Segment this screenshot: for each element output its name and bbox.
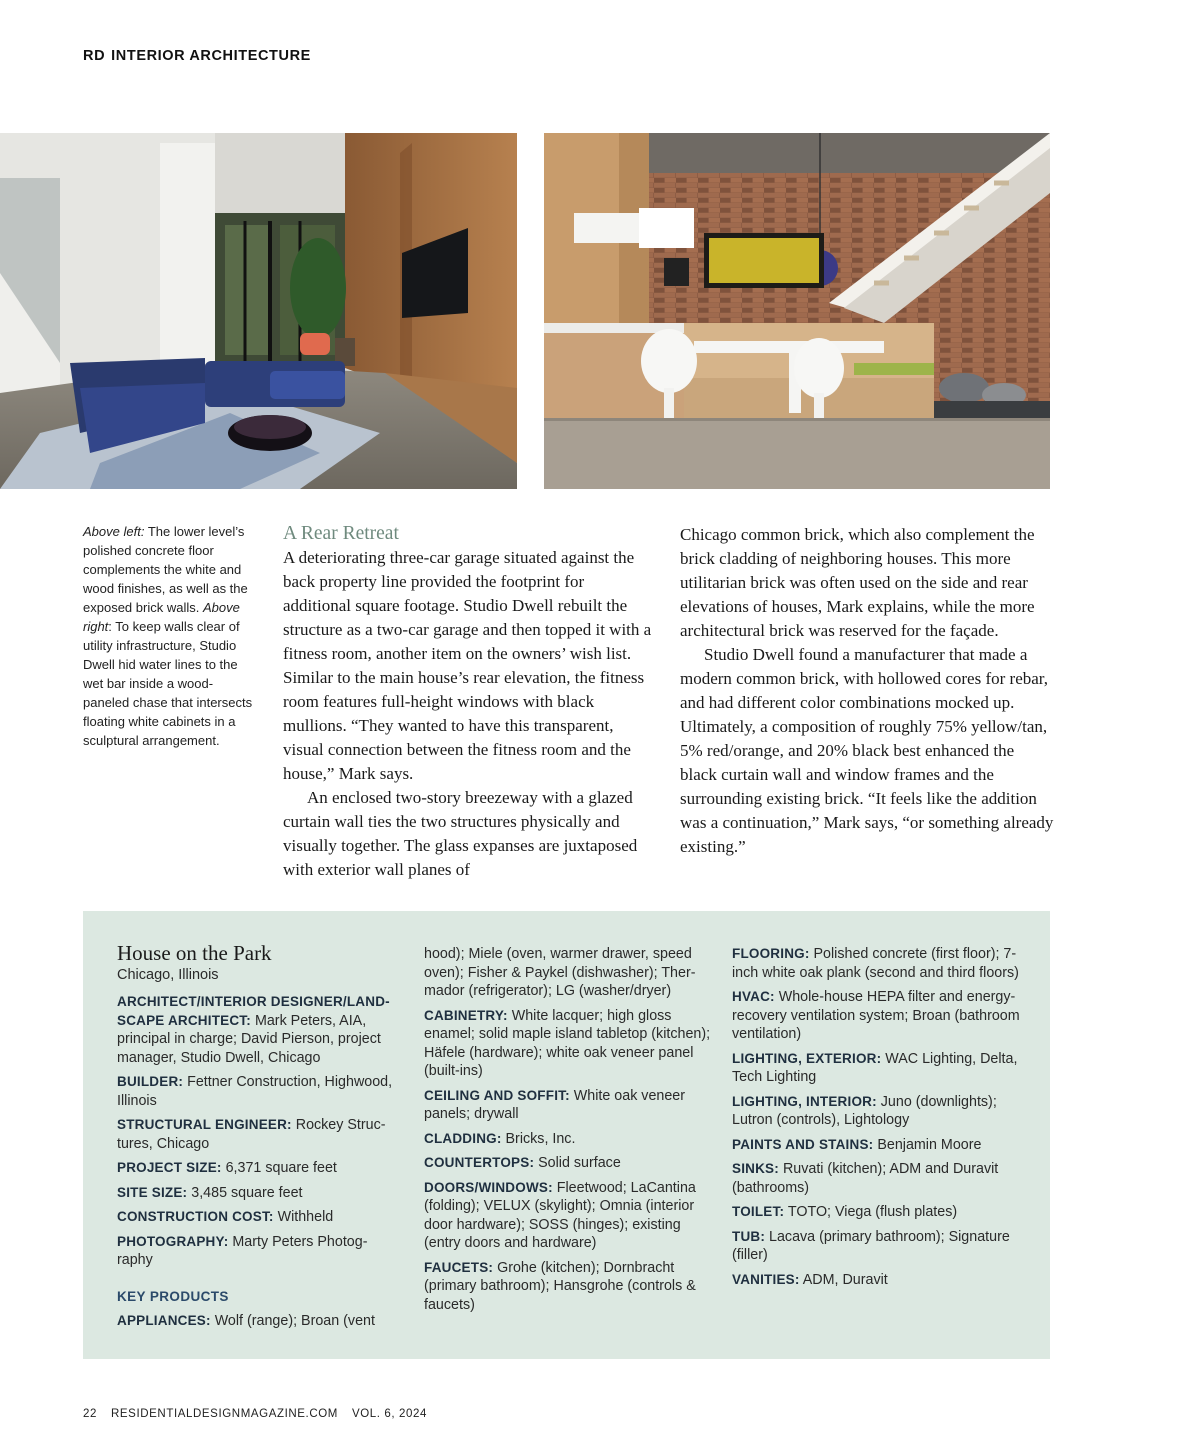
spec-label: PROJECT SIZE: [117, 1160, 222, 1175]
spec-label: BUILDER: [117, 1074, 184, 1089]
spec-item [732, 1203, 1022, 1222]
spec-label: HVAC: [732, 989, 775, 1004]
spec-value: Marty Peters Photography [117, 1233, 368, 1268]
spec-value: Benjamin Moore [873, 1136, 982, 1153]
spec-item [117, 993, 397, 1067]
spec-label: TOILET: [732, 1204, 785, 1219]
spec-label: SITE SIZE: [117, 1184, 188, 1200]
spec-item [117, 1184, 397, 1203]
spec-value: Rockey Structures, Chicago [117, 1117, 386, 1152]
spec-value: Wolf (range); Broan (vent [210, 1313, 375, 1329]
spec-label: ARCHITECT/INTERIOR DESIGNER/LANDSCAPE ARCHITECT: [117, 994, 390, 1028]
spec-item [732, 1093, 1022, 1130]
spec-value: ADM, Duravit [799, 1271, 888, 1288]
article-column-2 [680, 523, 1054, 859]
spec-item [117, 1159, 397, 1178]
spec-value: 3,485 square feet [187, 1184, 303, 1201]
spec-item [424, 1179, 714, 1253]
spec-label: FLOORING: [732, 946, 810, 961]
article-paragraph: Chicago common brick, which also complement the brick cladding of neighboring houses. This more utilitarian brick was often used on the side and rear elevations of houses, Mark explains, while the more architectural brick was reserved for the façade. [680, 525, 1035, 640]
spec-label: FAUCETS: [424, 1259, 494, 1275]
specs-column-1 [117, 941, 397, 1337]
spec-item [424, 1259, 714, 1315]
project-title: House on the Park [117, 941, 272, 965]
section-header [83, 48, 311, 64]
spec-item [424, 1087, 714, 1124]
spec-label: CLADDING: [424, 1130, 502, 1146]
spec-continuation: hood); Miele (oven, warmer drawer, speed oven); Fisher & Paykel (dishwasher); Thermador (refrigerator); LG (washer/dryer) [424, 946, 696, 999]
caption-lead-left: Above left: [83, 524, 145, 539]
spec-item [424, 1130, 714, 1149]
spec-item [117, 1312, 397, 1331]
page-footer [83, 1408, 441, 1420]
spec-item [117, 1073, 397, 1110]
spec-item [117, 1208, 397, 1227]
spec-value: White oak veneer panels; drywall [424, 1087, 686, 1122]
spec-label: PHOTOGRAPHY: [117, 1233, 229, 1249]
article-paragraph: Studio Dwell found a manufacturer that made a modern common brick, with hollowed cores for rebar, and had different color combinations mocked up. Ultimately, a composition of roughly 75% yellow/tan, 5% red/orange, and 20% black best enhanced the black curtain wall and window frames and the surrounding existing brick. “It feels like the addition was a continuation,” Mark says, “or something already existing.” [680, 645, 1054, 856]
spec-value: Bricks, Inc. [501, 1130, 576, 1147]
spec-value: Whole-house HEPA filter and energy-recovery ventilation system; Broan (bathroom ventilation) [732, 989, 1020, 1042]
spec-value: 6,371 square feet [221, 1160, 337, 1176]
spec-value: Grohe (kitchen); Dornbracht (primary bathroom); Hansgrohe (controls & faucets) [424, 1259, 696, 1313]
spec-value: Withheld [273, 1209, 334, 1225]
spec-label: COUNTERTOPS: [424, 1155, 535, 1170]
spec-value: Lacava (primary bathroom); Signature (filler) [732, 1228, 1010, 1263]
spec-item [732, 1136, 1022, 1155]
spec-label: SINKS: [732, 1161, 779, 1176]
photo-lounge-living-room [0, 133, 517, 489]
spec-value: Polished concrete (first floor); 7-inch white oak plank (second and third floors) [732, 946, 1019, 981]
section-title: INTERIOR ARCHITECTURE [111, 48, 311, 64]
spec-item [732, 1160, 1022, 1197]
specs-column-2 [424, 945, 714, 1320]
spec-label: LIGHTING, INTERIOR: [732, 1093, 877, 1109]
issue-info: VOL. 6, 2024 [351, 1408, 427, 1420]
article-subhead: A Rear Retreat [283, 523, 399, 544]
caption-text-left: The lower level’s polished concrete floor complements the white and wood finishes, as well as the exposed brick walls. [83, 524, 248, 615]
caption-lead-right: Above right [83, 600, 240, 634]
spec-value: Ruvati (kitchen); ADM and Duravit (bathrooms) [732, 1161, 999, 1196]
spec-label: CEILING AND SOFFIT: [424, 1087, 570, 1103]
spec-label: CABINETRY: [424, 1007, 508, 1023]
spec-label: TUB: [732, 1228, 766, 1244]
magazine-website: RESIDENTIALDESIGNMAGAZINE.COM [111, 1408, 338, 1420]
article-paragraph: A deteriorating three-car garage situated against the back property line provided the footprint for additional square footage. Studio Dwell rebuilt the structure as a two-car garage and then topped it with a fitness room, another item on the owners’ wish list. Similar to the main house’s rear elevation, the fitness room features full-height windows with black mullions. “They wanted to have this transparent, visual connection between the fitness room and the house,” Mark says. [283, 548, 652, 783]
spec-item [117, 1116, 397, 1153]
article-column-1 [283, 522, 655, 882]
spec-label: VANITIES: [732, 1271, 800, 1287]
caption-text-right: : To keep walls clear of utility infrastructure, Studio Dwell hid water lines to the wet bar inside a wood-paneled chase that intersects floating white cabinets in a sculptural arrangement. [83, 619, 253, 748]
spec-value: White lacquer; high gloss enamel; solid maple island tabletop (kitchen); Häfele (hardware); white oak veneer panel (built-ins) [424, 1007, 711, 1079]
spec-label: CONSTRUCTION COST: [117, 1209, 274, 1224]
spec-value: Mark Peters, AIA, principal in charge; David Pierson, project manager, Studio Dwell, Chicago [117, 1012, 381, 1066]
specs-column-3 [732, 945, 1022, 1295]
project-specs-panel [83, 911, 1050, 1359]
spec-value: Fleetwood; LaCantina (folding); VELUX (skylight); Omnia (interior door hardware); SOSS (hinges); existing (entry doors and hardware) [424, 1179, 696, 1251]
magazine-mark: RD [83, 48, 106, 64]
spec-label: PAINTS AND STAINS: [732, 1136, 874, 1152]
spec-item [732, 1271, 1022, 1290]
article-paragraph: An enclosed two-story breezeway with a glazed curtain wall ties the two structures physically and visually together. The glass expanses are juxtaposed with exterior wall planes of [283, 788, 638, 879]
spec-value: Juno (downlights); Lutron (controls), Lightology [732, 1093, 997, 1128]
spec-label: LIGHTING, EXTERIOR: [732, 1050, 882, 1066]
spec-item [424, 1007, 714, 1081]
spec-label: APPLIANCES: [117, 1313, 211, 1328]
photo-caption [83, 522, 258, 750]
spec-value: WAC Lighting, Delta, Tech Lighting [732, 1050, 1018, 1085]
spec-value: TOTO; Viega (flush plates) [784, 1204, 958, 1220]
spec-item [732, 988, 1022, 1044]
spec-value: Solid surface [534, 1155, 621, 1171]
spec-item [424, 1154, 714, 1173]
spec-label: DOORS/WINDOWS: [424, 1179, 553, 1195]
spec-item [117, 1233, 397, 1270]
spec-item [732, 945, 1022, 982]
spec-item [732, 1050, 1022, 1087]
photo-wet-bar-brick-wall [544, 133, 1050, 489]
spec-value: Fettner Construction, Highwood, Illinois [117, 1074, 393, 1109]
key-products-heading: KEY PRODUCTS [117, 1288, 229, 1304]
project-location: Chicago, Illinois [117, 967, 219, 983]
page-number: 22 [83, 1408, 97, 1420]
spec-label: STRUCTURAL ENGINEER: [117, 1117, 292, 1132]
spec-item [732, 1228, 1022, 1265]
